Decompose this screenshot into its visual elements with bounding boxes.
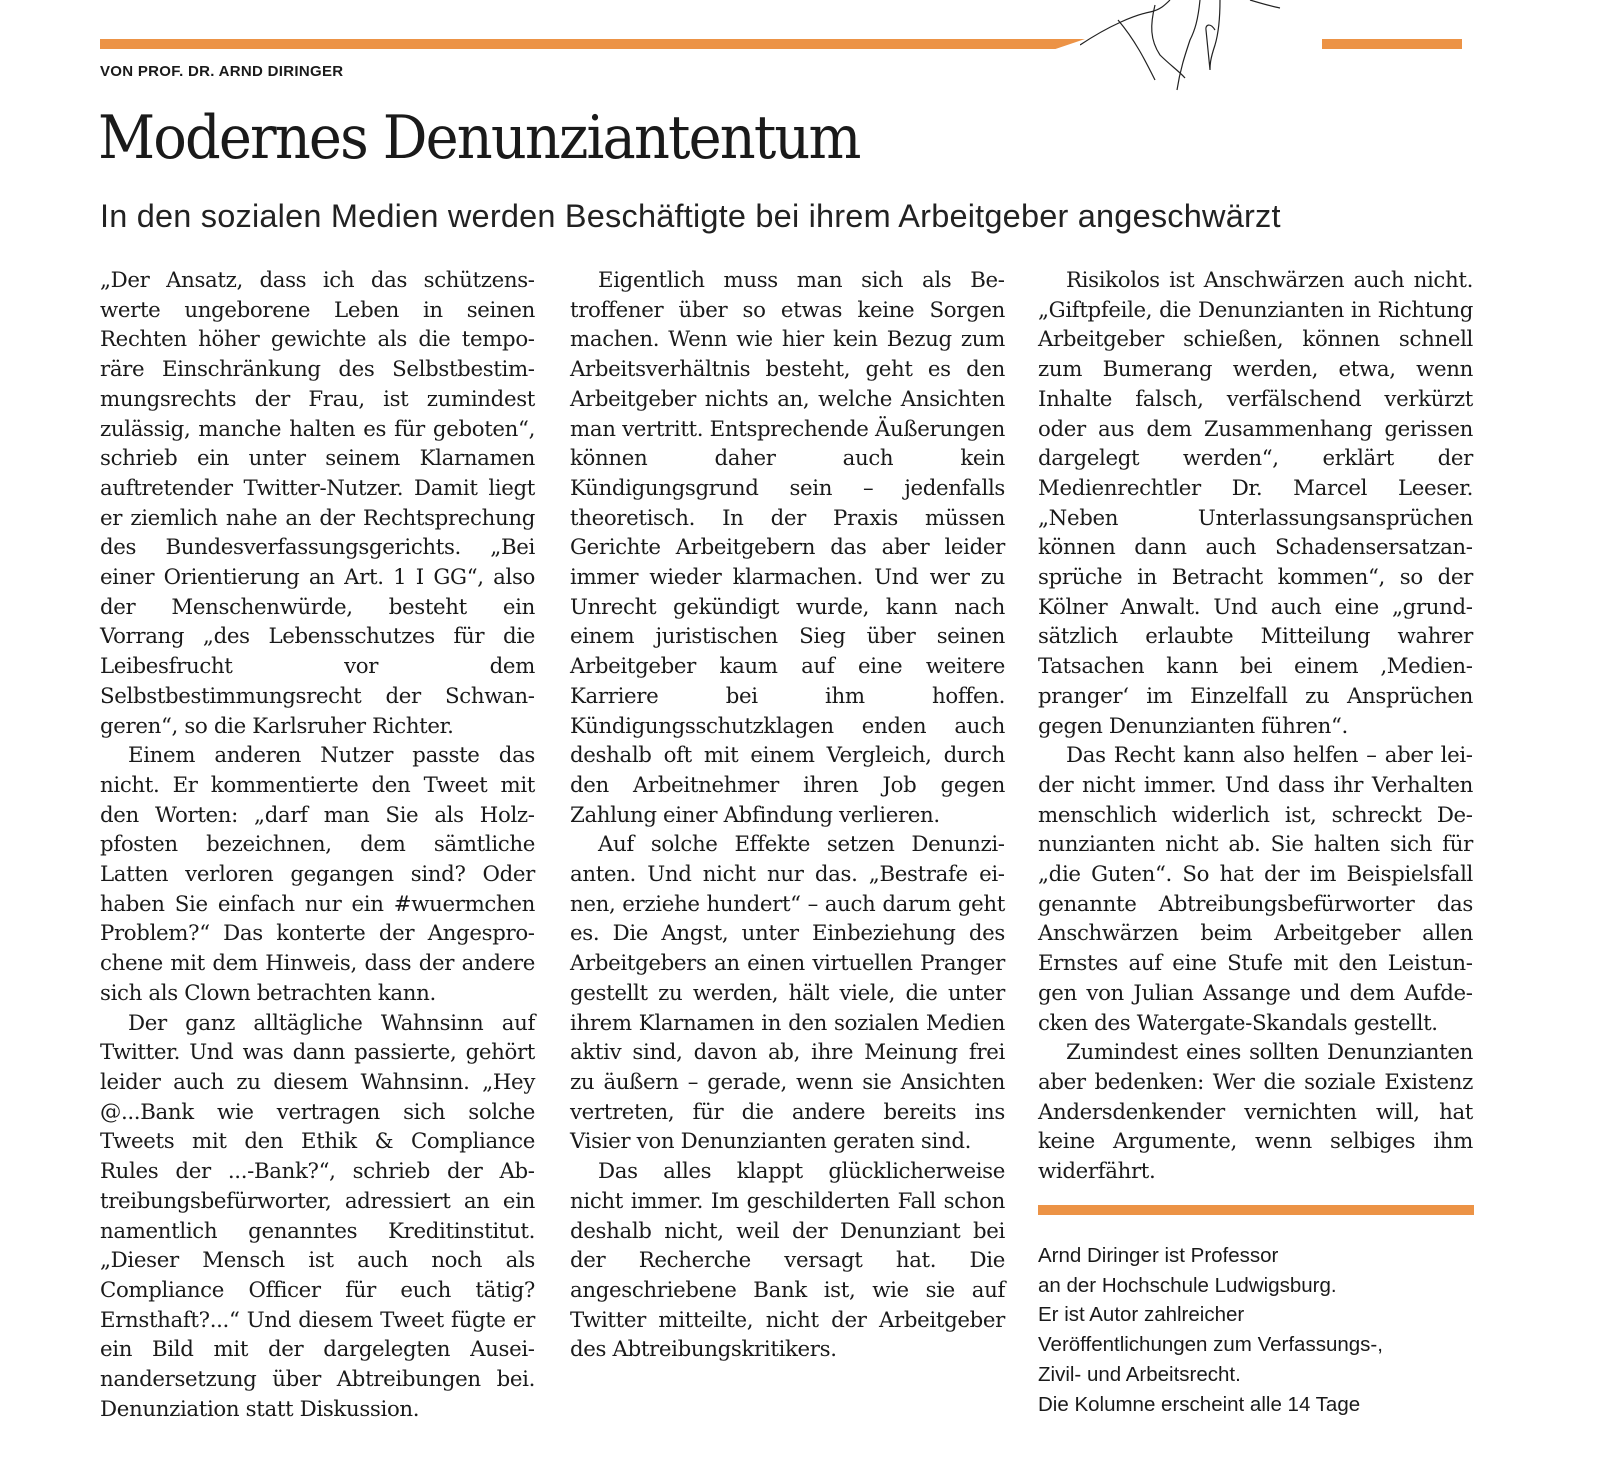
sketch-neck-line-1 [1118,20,1155,80]
paragraph: Einem anderen Nutzer passte das nicht. Er kommentierte den Tweet mit den Worten: „darf man Sie als Holzpfosten bezeichnen, dem sämtliche Latten verloren gegangen sind? Oder haben Sie einfach nur ein #wuermchen Problem?“ Das konterte der Angesprochene mit dem Hinweis, dass der andere sich als Clown betrachten kann. [100,743,535,1006]
paragraph: Auf solche Effekte setzen Denunzianten. Und nicht nur das. „Bestrafe einen, erziehe hundert“ – auch darum geht es. Die Angst, unter Einbeziehung des Arbeitgebers an einen virtuellen Pranger gestellt zu werden, hält viele, die unter ihrem Klarnamen in den sozialen Medien aktiv sind, davon ab, ihre Meinung frei zu äußern – gerade, wenn sie Ansichten vertreten, für die andere bereits ins Visier von Denunzianten geraten sind. [570,832,1005,1155]
bio-accent-rule [1038,1205,1474,1215]
bio-line: Er ist Autor zahlreicher [1038,1303,1245,1327]
paragraph: Eigentlich muss man sich als Betroffener über so etwas keine Sorgen machen. Wenn wie hier kein Bezug zum Arbeitsverhältnis besteht, geht es den Arbeitgeber nichts an, welche Ansichten man vertritt. Entsprechende Äußerungen können daher auch kein Kündigungsgrund sein – jedenfalls theoretisch. In der Praxis müssen Gerichte Arbeitgebern das aber leider immer wieder klarmachen. Und wer zu Unrecht gekündigt wurde, kann nach einem juristischen Sieg über seinen Arbeitgeber kaum auf eine weitere Karriere bei ihm hoffen. Kündigungsschutzklagen enden auch deshalb oft mit einem Vergleich, durch den Arbeitnehmer ihren Job gegen Zahlung einer Abfindung verlieren. [570,268,1005,828]
paragraph: Das Recht kann also helfen – aber leider nicht immer. Und dass ihr Verhalten menschlich widerlich ist, schreckt Denunzianten nicht ab. Sie halten sich für „die Guten“. So hat der im Beispielsfall genannte Abtreibungsbefürworter das Anschwärzen beim Arbeitgeber allen Ernstes auf eine Stufe mit den Leistungen von Julian Assange und dem Aufdecken des Watergate-Skandals gestellt. [1038,743,1473,1036]
sketch-shoulder-line [1080,0,1170,45]
sketch-neck-line-2 [1152,5,1185,78]
paragraph: Risikolos ist Anschwärzen auch nicht. „Giftpfeile, die Denunzianten in Richtung Arbeitgeber schießen, können schnell zum Bumerang werden, etwa, wenn Inhalte falsch, verfälschend verkürzt oder aus dem Zusammenhang gerissen dargelegt werden“, erklärt der Medienrechtler Dr. Marcel Leeser. „Neben Unterlassungsansprüchen können dann auch Schadensersatzansprüche in Betracht kommen“, so der Kölner Anwalt. Und auch eine „grundsätzlich erlaubte Mitteilung wahrer Tatsachen kann bei einem ‚Medienpranger‘ im Einzelfall zu Ansprüchen gegen Denunzianten führen“. [1038,268,1473,739]
header-accent-rule-left [100,39,1085,49]
paragraph: „Der Ansatz, dass ich das schützenswerte ungeborene Leben in seinen Rechten höher gewichte als die temporäre Einschränkung des Selbstbestimmungsrechts der Frau, ist zumindest zulässig, manche halten es für geboten“, schrieb ein unter seinem Klarnamen auftretender Twitter-Nutzer. Damit liegt er ziemlich nahe an der Rechtsprechung des Bundesverfassungsgerichts. „Bei einer Orientierung an Art. 1 I GG“, also der Menschenwürde, besteht ein Vorrang „des Lebensschutzes für die Leibesfrucht vor dem Selbstbestimmungsrecht der Schwangeren“, so die Karlsruher Richter. [100,268,535,739]
bio-line: Zivil- und Arbeitsrecht. [1038,1362,1241,1386]
header-accent-rule-right [1322,39,1462,49]
portrait-sketch-icon [1080,0,1340,95]
byline: VON PROF. DR. ARND DIRINGER [100,63,344,80]
article-column-2 [570,266,1005,1365]
paragraph: Zumindest eines sollten Denunzianten aber bedenken: Wer die soziale Existenz Andersdenkender vernichten will, hat keine Argumente, wenn selbiges ihm widerfährt. [1038,1040,1473,1185]
sketch-hand-line [1206,0,1220,70]
bio-line: Die Kolumne erscheint alle 14 Tage [1038,1392,1361,1416]
author-bio [1038,1241,1478,1419]
article-title: Modernes Denunziantentum [98,103,860,173]
article-column-1 [100,266,535,1424]
article-subtitle: In den sozialen Medien werden Beschäftigte bei ihrem Arbeitgeber angeschwärzt [100,198,1281,234]
bio-line: an der Hochschule Ludwigsburg. [1038,1273,1337,1297]
sketch-collar-line [1177,0,1200,90]
bio-line: Arnd Diringer ist Professor [1038,1244,1279,1267]
article-column-3 [1038,266,1473,1187]
sketch-hair-line [1250,0,1280,8]
bio-line: Veröffentlichungen zum Verfassungs-, [1038,1333,1383,1357]
paragraph: Der ganz alltägliche Wahnsinn auf Twitter. Und was dann passierte, gehört leider auch zu diesem Wahnsinn. „Hey @...Bank wie vertragen sich solche Tweets mit den Ethik & Compliance Rules der ...-Bank?“, schrieb der Abtreibungsbefürworter, adressiert an ein namentlich genanntes Kreditinstitut. „Dieser Mensch ist auch noch als Compliance Officer für euch tätig? Ernsthaft?...“ Und diesem Tweet fügte er ein Bild mit der dargelegten Auseinandersetzung über Abtreibungen bei. Denunziation statt Diskussion. [100,1010,535,1422]
paragraph: Das alles klappt glücklicherweise nicht immer. Im geschilderten Fall schon deshalb nicht, weil der Denunziant bei der Recherche versagt hat. Die angeschriebene Bank ist, wie sie auf Twitter mitteilte, nicht der Arbeitgeber des Abtreibungskritikers. [570,1159,1005,1363]
